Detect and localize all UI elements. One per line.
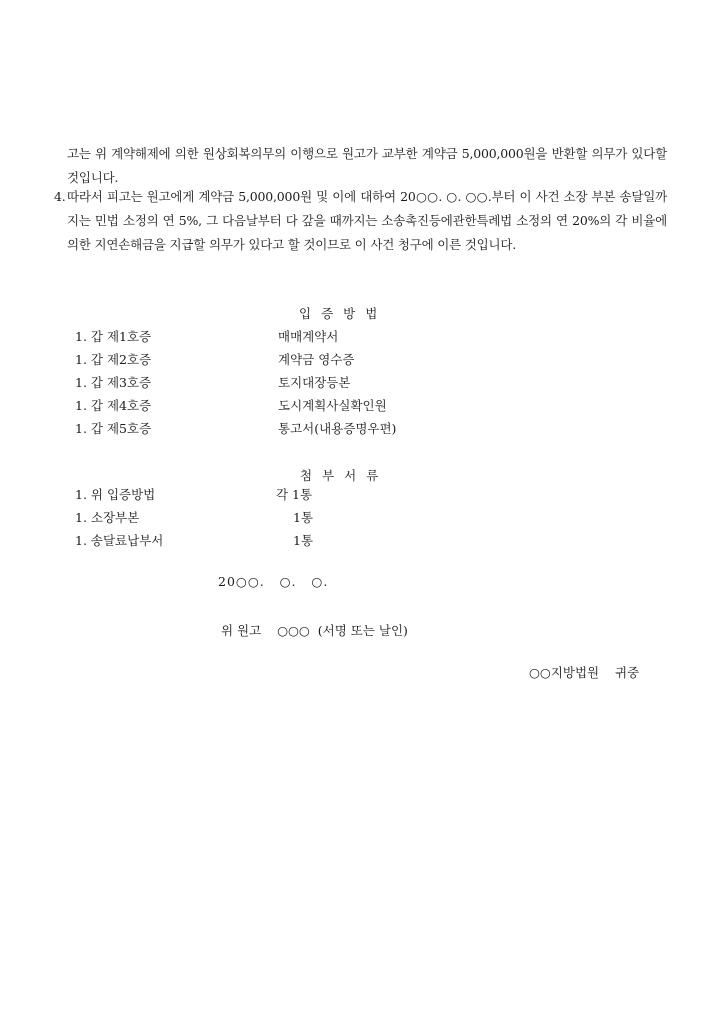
plaintiff-signature: 위 원고 ○○○ (서명 또는 날인) bbox=[221, 623, 408, 638]
evidence-label: 1. 갑 제5호증 bbox=[75, 421, 152, 436]
evidence-section-title: 입증방법 bbox=[299, 306, 388, 321]
court-addressee: ○○지방법원 귀중 bbox=[529, 665, 640, 680]
evidence-value: 토지대장등본 bbox=[278, 375, 351, 390]
paragraph-3-continuation: 고는 위 계약해제에 의한 원상회복의무의 이행으로 원고가 교부한 계약금 5,000,000원을 반환할 의무가 있다할 것입니다. bbox=[67, 146, 667, 185]
evidence-value: 매매계약서 bbox=[278, 329, 339, 344]
evidence-value: 도시계획사실확인원 bbox=[278, 398, 387, 413]
evidence-label: 1. 갑 제3호증 bbox=[75, 375, 152, 390]
attachments-section-title: 첨부서류 bbox=[300, 468, 389, 483]
attachment-value: 각 1통 bbox=[276, 487, 313, 502]
evidence-label: 1. 갑 제4호증 bbox=[75, 398, 152, 413]
attachment-label: 1. 송달료납부서 bbox=[75, 533, 164, 548]
paragraph-4-text: 따라서 피고는 원고에게 계약금 5,000,000원 및 이에 대하여 20○○. ○. ○○.부터 이 사건 소장 부본 송달일까지는 민법 소정의 연 5%, 그 다음날부터 다 갚을 때까지는 소송촉진등에관한특례법 소정의 연 20%의 각 비율에 의한 지연손해금을 지급할 의무가 있다고 할 것이므로 이 사건 청구에 이른 것입니다. bbox=[67, 189, 667, 252]
paragraph-4 bbox=[54, 185, 667, 257]
attachment-value: 1통 bbox=[293, 510, 314, 525]
evidence-label: 1. 갑 제2호증 bbox=[75, 352, 152, 367]
attachment-label: 1. 위 입증방법 bbox=[75, 487, 156, 502]
attachment-label: 1. 소장부본 bbox=[75, 510, 140, 525]
paragraph-number: 4. bbox=[54, 189, 66, 204]
evidence-label: 1. 갑 제1호증 bbox=[75, 329, 152, 344]
attachment-value: 1통 bbox=[293, 533, 314, 548]
evidence-value: 계약금 영수증 bbox=[278, 352, 355, 367]
evidence-value: 통고서(내용증명우편) bbox=[278, 421, 397, 436]
filing-date: 20○○. ○. ○. bbox=[218, 574, 329, 589]
